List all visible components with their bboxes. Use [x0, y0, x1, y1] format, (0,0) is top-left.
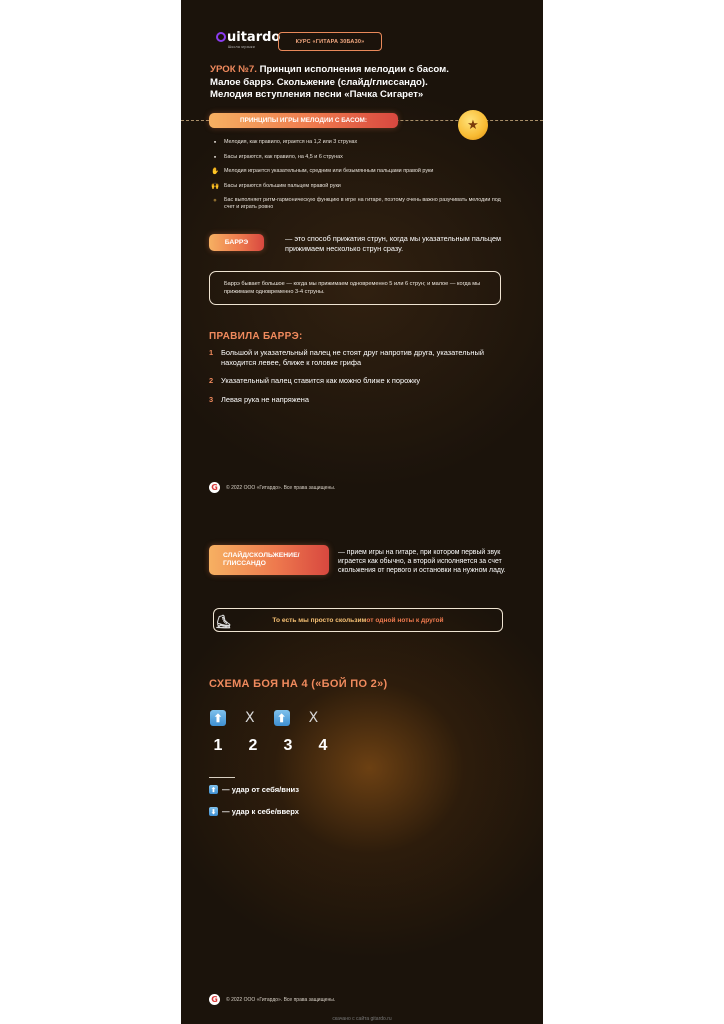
logo-g-icon [216, 32, 226, 42]
barre-rules-list [209, 348, 509, 404]
rule-item [209, 376, 509, 386]
principles-list [210, 139, 510, 211]
lesson-title [210, 64, 510, 102]
legend-up-text: — удар к себе/вверх [222, 807, 300, 816]
down-strike-arrow-icon: ⬆ [210, 786, 217, 794]
page-footer [209, 482, 335, 493]
slide-note-part2: от одной ноты к другой [366, 616, 444, 624]
gitardo-logo-icon: G [209, 482, 220, 493]
mute-x-mark: X [245, 710, 255, 726]
rule-text: Левая рука не напряжена [221, 394, 309, 404]
logo-subtitle: Школа музыки [228, 45, 256, 49]
barre-label-text: БАРРЭ [224, 239, 249, 246]
legend-divider [209, 777, 235, 778]
list-item-text: Басы играются, как правило, на 4,5 и 6 струнах [224, 153, 343, 160]
mute-x-mark: X [308, 710, 319, 726]
count-number: 4 [318, 737, 328, 754]
rule-number: 3 [209, 394, 214, 404]
strum-symbols-row [210, 710, 318, 726]
principles-heading [209, 113, 398, 128]
list-item-text: Мелодия играется указательным, средним или безымянным пальцами правой руки [224, 168, 434, 174]
rule-number: 1 [209, 348, 214, 357]
black-square-icon: ▪ [213, 153, 217, 161]
gitardo-logo-icon: G [209, 994, 220, 1005]
legend-down [209, 785, 299, 794]
rule-text: Большой и указательный палец не стоят друг напротив друга, указательный находится левее, ближе к головке грифа [221, 348, 484, 367]
legend-down-text: — удар от себя/вниз [222, 785, 299, 794]
rule-item [209, 348, 509, 367]
barre-definition: — это способ прижатия струн, когда мы указательным пальцем прижимаем несколько струн сразу. [285, 234, 502, 253]
list-item [210, 197, 510, 211]
footer-copyright: © 2022 ООО «Гитардо». Все права защищены. [226, 996, 336, 1003]
list-item [210, 168, 510, 175]
count-number: 3 [283, 737, 293, 754]
lesson-title-line1: Принцип исполнения мелодии с басом. [256, 64, 449, 75]
course-badge-label: КУРС «ГИТАРА 30БА30» [295, 38, 365, 45]
slide-label-text: СЛАЙД/СКОЛЬЖЕНИЕ/ ГЛИССАНДО [223, 551, 300, 567]
barre-note-box [209, 271, 501, 305]
document-page [181, 0, 543, 1024]
list-item [210, 183, 510, 190]
raised-hand-icon: ✋ [210, 168, 220, 175]
lesson-title-line2: Малое баррэ. Скольжение (слайд/глиссандо). [210, 76, 428, 88]
logo-text: uitardo [227, 30, 281, 45]
down-strike-arrow-icon: ⬆ [274, 710, 290, 726]
cut-off-bottom-text: скачано с сайта gitardo.ru [332, 1016, 392, 1022]
footer-copyright: © 2022 ООО «Гитардо». Все права защищены. [226, 484, 336, 491]
page-footer-2 [209, 994, 335, 1005]
barre-label [209, 234, 264, 251]
barre-note-text: Баррэ бывает большое — когда мы прижимаем одновременно 5 или 6 струн; и малое — когда мы прижимаем одновременно 3-4 струны. [224, 281, 481, 295]
list-item-text: Мелодия, как правило, играется на 1,2 или 3 струнах [224, 139, 358, 145]
slide-definition: — прием игры на гитаре, при котором первый звук играется как обычно, а второй исполняется за счет скольжения от первого и остановки на нужном ладу. [338, 549, 506, 575]
slide-note-part1: То есть мы просто скользим [272, 616, 367, 624]
course-badge [278, 32, 382, 51]
list-item [210, 139, 510, 146]
list-item [210, 154, 510, 161]
rule-text: Указательный палец ставится как можно ближе к порожку [221, 376, 421, 386]
rule-number: 2 [209, 376, 214, 386]
lesson-number: УРОК №7. [210, 64, 257, 75]
principles-heading-text: ПРИНЦИПЫ ИГРЫ МЕЛОДИИ С БАСОМ: [239, 117, 367, 124]
barre-rules-heading: ПРАВИЛА БАРРЭ: [209, 331, 303, 342]
strum-scheme-heading: СХЕМА БОЯ НА 4 («БОЙ ПО 2») [209, 678, 388, 690]
up-strike-arrow-icon: ⬇ [210, 808, 217, 816]
rule-item [209, 395, 509, 405]
down-strike-arrow-icon: ⬆ [210, 710, 226, 726]
star-struck-emoji-icon: ★ [458, 110, 488, 140]
lesson-title-line3: Мелодия вступления песни «Пачка Сигарет» [210, 89, 424, 100]
list-item-text: Басы играются большим пальцем правой руки [224, 182, 341, 189]
slide-note-box [213, 608, 503, 632]
guitardo-logo [216, 30, 280, 49]
legend-up [209, 807, 299, 816]
count-number: 1 [213, 737, 223, 754]
list-item-text: Бас выполняет ритм-гармоническую функцию в игре на гитаре, поэтому очень важно разучивать мелодии под счет и играть ровно [224, 197, 501, 210]
slide-label [209, 545, 329, 575]
count-number: 2 [248, 737, 258, 754]
ice-skate-icon: ⛸ [215, 614, 232, 629]
raised-hands-icon: 🙌 [210, 182, 220, 190]
drum-icon: ● [213, 197, 217, 204]
black-square-icon: ▪ [213, 139, 217, 146]
strum-count-row [210, 737, 331, 755]
